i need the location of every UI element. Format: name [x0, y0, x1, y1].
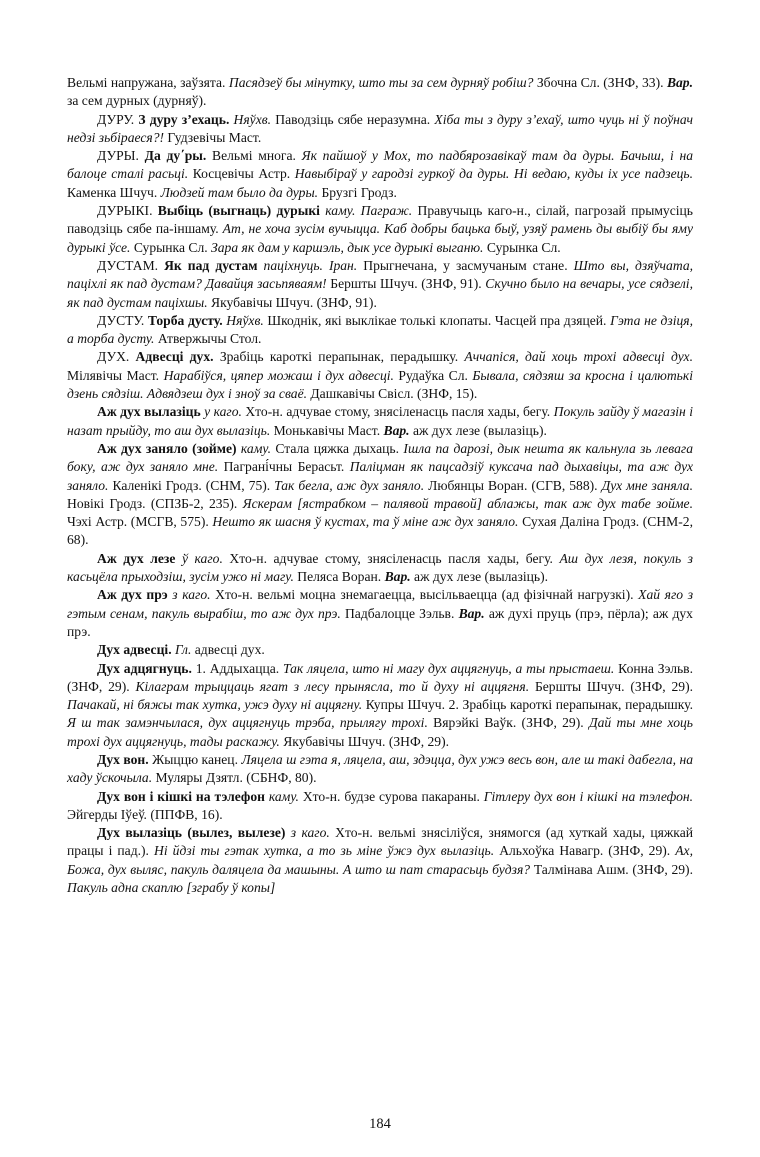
dictionary-entry: [67, 257, 693, 312]
headword: Адвесці дух.: [135, 349, 214, 365]
variant-label: Вар.: [666, 75, 693, 90]
italic-text: каму. Паграж.: [319, 203, 413, 219]
entry-text: Купры Шчуч. 2. Зрабіць кароткі перапынак, перадышку.: [362, 697, 693, 713]
dictionary-entry: [67, 824, 693, 897]
italic-text: Ляцела ш гэта я, ляцела, аш, здэцца, дух ужэ весь вон, але ш такі дабегла, на хаду ўскочыла.: [67, 751, 693, 786]
entry-text: ДУРУ.: [97, 111, 139, 127]
entry-text: Хто-н. будзе сурова пакараны.: [298, 788, 484, 804]
headword: Аж дух вылазіць: [97, 404, 201, 420]
headword: Дух адвесці.: [97, 642, 172, 658]
dictionary-entry: [67, 202, 693, 257]
entry-text: Вельмі напружана, заўзята.: [67, 75, 229, 90]
italic-text: Пачакай, ні бяжы так хутка, ужэ духу ні аццягну.: [67, 697, 363, 713]
variant-label: Вар.: [384, 569, 411, 585]
italic-text: з каго.: [167, 587, 211, 603]
italic-text: Аччапіся, дай хоць трохі адвесці дух.: [464, 349, 693, 365]
entry-text: Мілявічы Маст.: [67, 367, 164, 383]
italic-text: Ат, не хоча зусім вучыцца. Каб добры бацька быў, узяў рамень ды выбіў бы яму дурыкі ўсе.: [67, 221, 693, 255]
entry-text: Новікі Гродз. (СПЗБ-2, 235).: [67, 495, 243, 511]
italic-text: Гэта не дзіця, а торба дусту.: [67, 312, 694, 347]
headword: Дух вылазіць (вылез, вылезе): [97, 825, 286, 841]
entry-text: Паграні́чны Берасьт.: [218, 459, 350, 475]
italic-text: з каго.: [285, 825, 330, 841]
headword: Дух вон і кішкі на тэлефон: [97, 788, 265, 804]
dictionary-entry: [67, 348, 693, 403]
headword: Торба дусту.: [147, 312, 223, 328]
entry-text: Муляры Дзятл. (СБНФ, 80).: [152, 770, 317, 786]
italic-text: Яскерам [ястрабком – палявой травой] аблажы, так аж дух табе зойме.: [242, 495, 693, 511]
italic-text: Так ляцела, што ні магу дух аццягнуць, а ты прыстаеш.: [283, 660, 615, 676]
entry-text: Якубавічы Шчуч. (ЗНФ, 29).: [279, 733, 450, 749]
dictionary-entry: [67, 403, 693, 440]
dictionary-entry: [67, 641, 693, 659]
headword: Дух адцягнуць.: [97, 660, 192, 676]
italic-text: Гл.: [171, 642, 192, 658]
dictionary-entry: [67, 586, 693, 641]
italic-text: Гітлеру дух вон і кішкі на тэлефон.: [483, 788, 694, 804]
entry-text: Шкоднік, які выклікае толькі клопаты. Часцей пра дзяцей.: [263, 312, 611, 328]
dictionary-entry: [67, 74, 693, 111]
entry-text: Жыццю канец.: [148, 751, 242, 767]
italic-text: Як пайшоў у Мох, то падбярозавікаў там да дуры. Бачыш, і на балоце сталі расьці.: [67, 148, 693, 182]
entry-text: 1. Аддыхацца.: [191, 660, 284, 676]
entry-text: аж дух лезе (вылазіць).: [410, 569, 548, 585]
entry-text: Бершты Шчуч. (ЗНФ, 91).: [326, 276, 486, 292]
italic-text: ў каго.: [175, 550, 223, 566]
dictionary-entry: [67, 660, 693, 751]
italic-text: Бывала, сядзяш за кросна і цалютькі дзень сядзіш. Адвядзеш дух і зноў за сваё.: [67, 367, 693, 402]
italic-text: Я ш так замэнчылася, дух аццягнуць трэба, прылягу трохі.: [67, 715, 428, 731]
italic-text: Дух мне заняла.: [601, 477, 693, 493]
italic-text: Няўхв.: [229, 111, 272, 127]
italic-text: Хіба ты з дуру з’ехаў, што чуць ні ў поўнач недзі зьбіраеся?!: [67, 111, 693, 145]
entry-text: Стала цяжка дыхаць.: [270, 440, 404, 456]
entry-text: Брузгі Гродз.: [318, 184, 397, 200]
italic-text: Пакуль адна скаплю [зграбу ў копы]: [67, 880, 276, 896]
entry-text: Гудзевічы Маст.: [164, 129, 262, 145]
italic-text: Дай ты мне хоць трохі дух аццягнуць, тады раскажу.: [67, 715, 693, 749]
dictionary-entry: [67, 111, 693, 148]
dictionary-entry: [67, 440, 693, 550]
entry-text: Зрабіць кароткі перапынак, перадышку.: [213, 349, 465, 365]
italic-text: Зара як дам у каршэль, дык усе дурыкі выганю.: [211, 239, 484, 255]
entry-text: Любянцы Воран. (СГВ, 588).: [424, 477, 602, 493]
entry-text: Монькавічы Маст.: [270, 422, 384, 438]
dictionary-entry: [67, 147, 693, 202]
entry-text: Паводзіць сябе неразумна.: [271, 111, 435, 127]
italic-text: Так бегла, аж дух заняло.: [274, 477, 425, 493]
italic-text: Нешто як шасня ў кустах, та ў міне аж дух заняло.: [212, 514, 519, 530]
variant-label: Вар.: [458, 605, 485, 621]
italic-text: Ішла па дарозі, дык нешта як кальнула зь левага боку, аж дух заняло мне.: [67, 440, 693, 475]
italic-text: Покуль зайду ў магазін і назат прыйду, то аш дух вылазіць.: [67, 404, 693, 438]
page-number: 184: [369, 1116, 391, 1132]
entry-text: Прыгнечана, у засмучаным стане.: [357, 257, 574, 273]
entry-text: Вельмі многа.: [206, 148, 302, 164]
entry-text: Правучыць каго-н., сілай, пагрозай прымусіць паводзіць сябе па-іншаму.: [67, 203, 694, 237]
entry-text: ДУСТУ.: [97, 312, 148, 328]
entry-text: Пеляса Воран.: [293, 569, 385, 585]
italic-text: Што вы, дзяўчата, паціхлі як пад дустам? Давайця засьпяваям!: [67, 257, 694, 292]
entry-text: Рудаўка Сл.: [393, 367, 473, 383]
entry-text: ДУХ.: [97, 349, 136, 365]
entry-text: Хто-н. адчувае стому, знясіленасць пасля хады, бегу.: [222, 550, 560, 566]
entry-text: Хто-н. вельмі моцна знемагаецца, высільваецца (ад фізічнай нагрузкі).: [210, 587, 639, 603]
headword: Дух вон.: [97, 751, 149, 767]
entry-text: Каменка Шчуч.: [67, 184, 161, 200]
entry-text: Атвержычы Стол.: [154, 331, 262, 347]
entry-text: Падбалоцце Зэльв.: [340, 605, 459, 621]
italic-text: Кілаграм трыццаць ягат з лесу прынясла, то й духу ні аццягня.: [135, 678, 530, 694]
italic-text: паціхнуць. Іран.: [257, 257, 358, 273]
italic-text: у каго.: [200, 404, 242, 420]
italic-text: Скучно было на вечары, усе сядзелі, як пад дустам паціхшы.: [67, 276, 693, 310]
italic-text: Ні йдзі ты гэтак хутка, а то зь міне ўжэ дух вылазіць.: [154, 843, 495, 859]
entry-text: Косцевічы Астр.: [188, 166, 295, 182]
entry-text: Талмінава Ашм. (ЗНФ, 29).: [530, 861, 693, 877]
italic-text: каму.: [236, 440, 271, 456]
entry-text: Чэхі Астр. (МСГВ, 575).: [67, 514, 213, 530]
headword: Да ду΄ры.: [144, 148, 207, 164]
italic-text: Хай яго з гэтым сенам, пакуль вырабіш, то аж дух прэ.: [67, 587, 694, 621]
entry-text: Сухая Даліна Гродз. (СНМ-2, 68).: [67, 514, 693, 548]
entry-text: Эйгерды Іўеў. (ППФВ, 16).: [67, 806, 223, 822]
variant-label: Вар.: [383, 422, 410, 438]
italic-text: Пасядзеў бы мінутку, што ты за сем дурняў робіш?: [228, 75, 534, 90]
italic-text: Нарабіўся, цяпер можаш і дух адвесці.: [163, 367, 394, 383]
italic-text: Паліцман як пацсадзіў куксача пад дыхавіцы, та аж дух заняло.: [67, 459, 693, 493]
entry-text: Альхоўка Навагр. (ЗНФ, 29).: [494, 843, 676, 859]
headword: Аж дух заняло (зойме): [97, 440, 237, 456]
entry-text: Сурынка Сл.: [483, 239, 561, 255]
entry-text: ДУРЫКІ.: [97, 203, 158, 219]
entry-text: Конна Зэльв. (ЗНФ, 29).: [67, 660, 693, 694]
headword: Як пад дустам: [164, 257, 258, 273]
italic-text: Няўхв.: [222, 312, 264, 328]
entry-text: Каленікі Гродз. (СНМ, 75).: [108, 477, 275, 493]
entry-text: аж духі пруць (прэ, пёрла); аж дух прэ.: [67, 605, 693, 639]
italic-text: Навыбіраў у гародзі гуркоў да дуры. Ні ведаю, куды іх усе падзець.: [294, 166, 693, 182]
entry-text: Якубавічы Шчуч. (ЗНФ, 91).: [207, 294, 377, 310]
headword: Аж дух лезе: [97, 550, 176, 566]
entry-text: ДУСТАМ.: [97, 257, 165, 273]
dictionary-entry: [67, 312, 693, 349]
italic-text: каму.: [264, 788, 299, 804]
headword: Аж дух прэ: [97, 587, 168, 603]
entry-text: Сурынка Сл.: [130, 239, 212, 255]
entry-text: Хто-н. адчувае стому, знясіленасць пасля хады, бегу.: [241, 404, 554, 420]
entry-text: ДУРЫ.: [97, 148, 145, 164]
entry-text: Збочна Сл. (ЗНФ, 33).: [533, 75, 667, 90]
italic-text: Аш дух лезя, покуль з касьцёла прыходзіш, зусім ужо ні магу.: [67, 550, 693, 585]
headword: Выбіць (выгнаць) дурыкі: [157, 203, 320, 219]
dictionary-entry: [67, 751, 693, 788]
entry-text: Дашкавічы Свісл. (ЗНФ, 15).: [307, 386, 478, 402]
dictionary-page: [67, 74, 693, 897]
entry-text: адвесці дух.: [191, 642, 265, 658]
italic-text: Людзей там было да дуры.: [160, 184, 319, 200]
headword: З дуру з’ехаць.: [138, 111, 230, 127]
entry-text: Хто-н. вельмі знясіліўся, знямогся (ад хуткай хады, цяжкай працы і пад.).: [67, 825, 693, 859]
entry-text: Вярэйкі Ваўк. (ЗНФ, 29).: [427, 715, 589, 731]
dictionary-entry: [67, 550, 693, 587]
italic-text: Ах, Божа, дух выляс, пакуль даляцела да машыны. А што ш пат старасьць будзя?: [67, 843, 693, 877]
entry-text: аж дух лезе (вылазіць).: [409, 422, 547, 438]
entry-text: Бершты Шчуч. (ЗНФ, 29).: [529, 678, 693, 694]
entry-text: за сем дурных (дурняў).: [67, 93, 207, 109]
dictionary-entry: [67, 788, 693, 825]
